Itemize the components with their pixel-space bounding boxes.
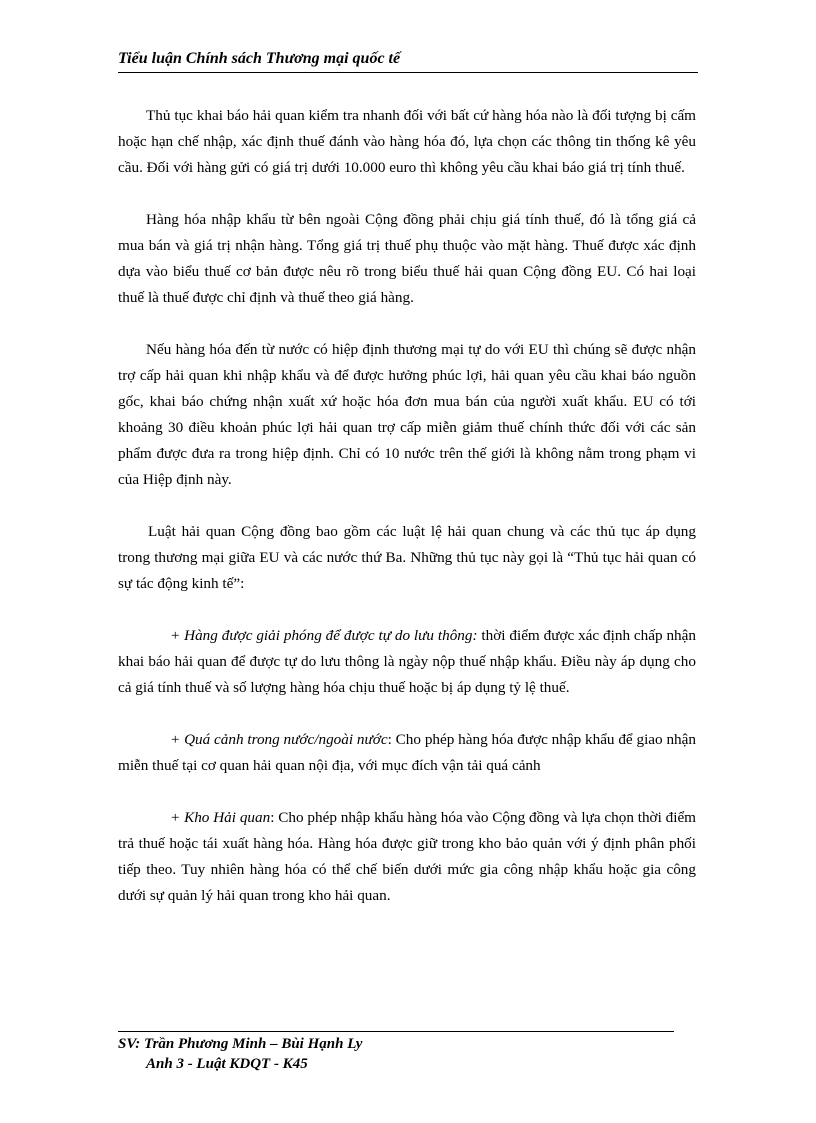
- sub-item-transit: [118, 727, 696, 779]
- header-divider: [118, 72, 698, 73]
- sub-item-lead: + Kho Hải quan: [170, 809, 271, 826]
- sub-item-lead: + Hàng được giải phóng để được tự do lưu thông:: [170, 627, 478, 644]
- body-text: [118, 103, 696, 935]
- sub-item-text: : Cho phép nhập khẩu hàng hóa vào Cộng đồng và lựa chọn thời điểm trả thuế hoặc tái xuất hàng hóa. Hàng hóa được giữ trong kho bảo quản với ý định phân phối tiếp theo. Tuy nhiên hàng hóa có thể chế biến dưới mức gia công nhập khẩu hoặc gia công dưới sự quản lý hải quan trong kho hải quan.: [118, 809, 696, 904]
- footer-authors: SV: Trần Phương Minh – Bùi Hạnh Ly: [118, 1036, 363, 1052]
- paragraph-import-valuation: Hàng hóa nhập khẩu từ bên ngoài Cộng đồng phải chịu giá tính thuế, đó là tổng giá cả mua bán và giá trị nhận hàng. Tổng giá trị thuế phụ thuộc vào mặt hàng. Thuế được xác định dựa vào biểu thuế cơ bản được nêu rõ trong biểu thuế hải quan Cộng đồng EU. Có hai loại thuế là thuế được chỉ định và thuế theo giá hàng.: [118, 211, 696, 306]
- footer-divider: [118, 1031, 674, 1032]
- footer-class-info: Anh 3 - Luật KDQT - K45: [146, 1056, 308, 1072]
- sub-item-lead: + Quá cảnh trong nước/ngoài nước: [170, 731, 388, 748]
- sub-item-text: : Cho phép hàng hóa được nhập khẩu để giao nhận miễn thuế tại cơ quan hải quan nội địa, với mục đích vận tải quá cảnh: [118, 731, 696, 774]
- sub-item-free-circulation: [118, 623, 696, 701]
- paragraph-customs-declaration: Thủ tục khai báo hải quan kiểm tra nhanh đối với bất cứ hàng hóa nào là đối tượng bị cấm hoặc hạn chế nhập, xác định thuế đánh vào hàng hóa đó, lựa chọn các thông tin thống kê yêu cầu. Đối với hàng gửi có giá trị dưới 10.000 euro thì không yêu cầu khai báo giá trị tính thuế.: [118, 107, 696, 176]
- paragraph-community-customs-law: Luật hải quan Cộng đồng bao gồm các luật lệ hải quan chung và các thủ tục áp dụng trong thương mại giữa EU và các nước thứ Ba. Những thủ tục này gọi là “Thủ tục hải quan có sự tác động kinh tế”:: [118, 523, 696, 592]
- paragraph-free-trade-agreements: Nếu hàng hóa đến từ nước có hiệp định thương mại tự do với EU thì chúng sẽ được nhận trợ cấp hải quan khi nhập khẩu và để được hưởng phúc lợi, hải quan yêu cầu khai báo nguồn gốc, khai báo chứng nhận xuất xứ hoặc hóa đơn mua bán của người xuất khẩu. EU có tới khoảng 30 điều khoản phúc lợi hải quan trợ cấp miễn giảm thuế chính thức đối với các sản phẩm được đưa ra trong hiệp định. Chỉ có 10 nước trên thế giới là không nằm trong phạm vi của Hiệp định này.: [118, 341, 696, 488]
- header-title: Tiểu luận Chính sách Thương mại quốc tế: [118, 50, 401, 67]
- sub-item-text: thời điểm được xác định chấp nhận khai báo hải quan để được tự do lưu thông là ngày nộp thuế nhập khẩu. Điều này áp dụng cho cả giá tính thuế và số lượng hàng hóa chịu thuế hoặc bị áp dụng tỷ lệ thuế.: [118, 627, 696, 696]
- sub-item-customs-warehouse: [118, 805, 696, 909]
